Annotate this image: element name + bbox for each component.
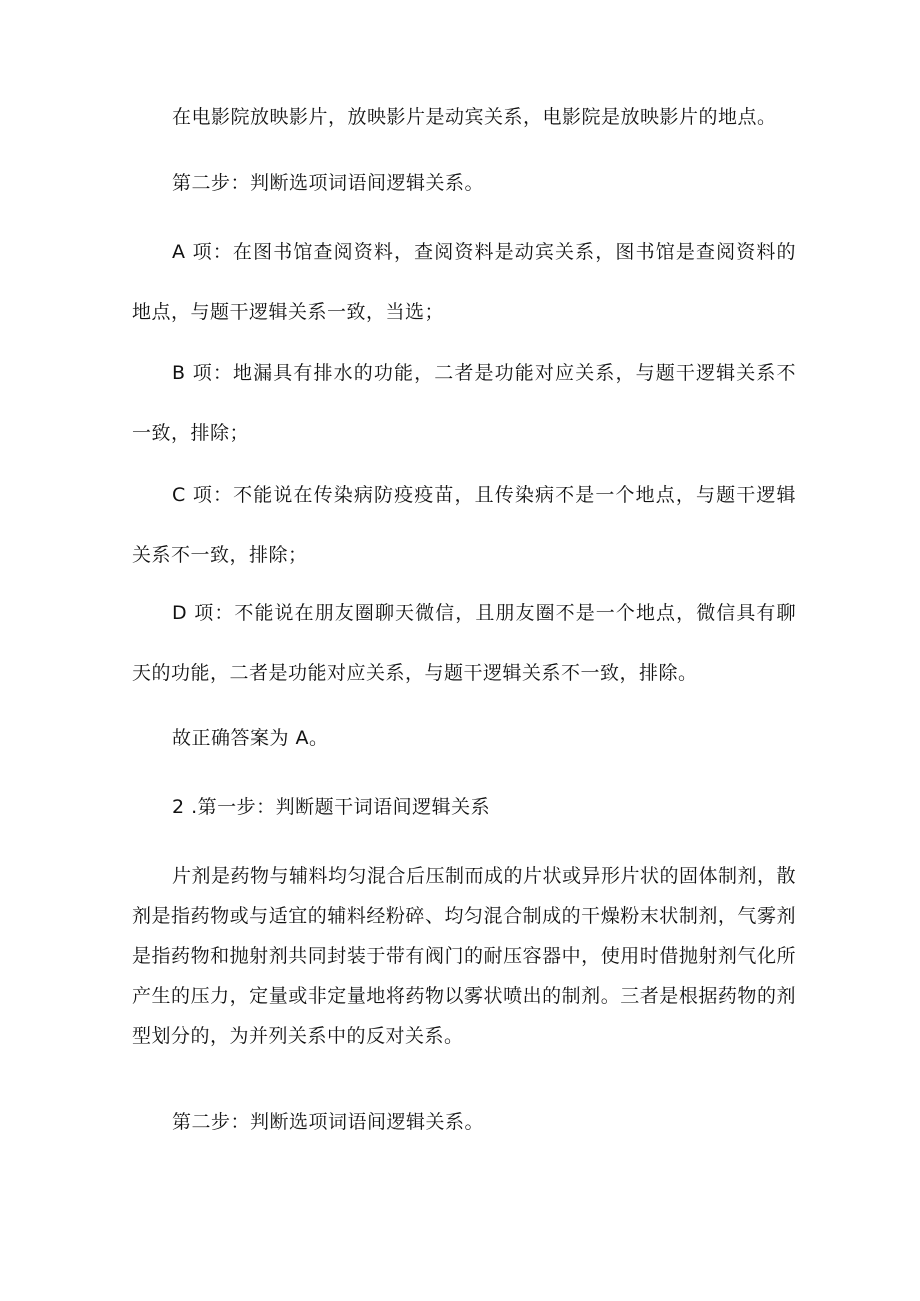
paragraph-dosage-forms: 片剂是药物与辅料均匀混合后压制而成的片状或异形片状的固体制剂，散剂是指药物或与适宜的辅料经粉碎、均匀混合制成的干燥粉末状制剂，气雾剂是指药物和抛射剂共同封装于带有阀门的耐压容器中，使用时借抛射剂气化所产生的压力，定量或非定量地将药物以雾状喷出的制剂。三者是根据药物的剂型划分的，为并列关系中的反对关系。 <box>132 865 797 1047</box>
paragraph-option-a: A 项：在图书馆查阅资料，查阅资料是动宾关系，图书馆是查阅资料的地点，与题干逻辑关系一致，当选； <box>132 241 796 323</box>
paragraph-option-b: B 项：地漏具有排水的功能，二者是功能对应关系，与题干逻辑关系不一致，排除； <box>132 362 796 444</box>
paragraph-step-two-heading-2: 第二步：判断选项词语间逻辑关系。 <box>172 1111 485 1133</box>
paragraph-option-c: C 项：不能说在传染病防疫疫苗，且传染病不是一个地点，与题干逻辑关系不一致，排除； <box>132 484 796 566</box>
paragraph-step-two-heading: 第二步：判断选项词语间逻辑关系。 <box>172 172 485 194</box>
paragraph-question-2-step-one: 2 .第一步：判断题干词语间逻辑关系 <box>172 796 491 818</box>
paragraph-intro: 在电影院放映影片，放映影片是动宾关系，电影院是放映影片的地点。 <box>172 106 777 128</box>
paragraph-answer: 故正确答案为 A。 <box>172 727 329 749</box>
paragraph-option-d: D 项：不能说在朋友圈聊天微信，且朋友圈不是一个地点，微信具有聊天的功能，二者是功能对应关系，与题干逻辑关系不一致，排除。 <box>132 602 796 684</box>
